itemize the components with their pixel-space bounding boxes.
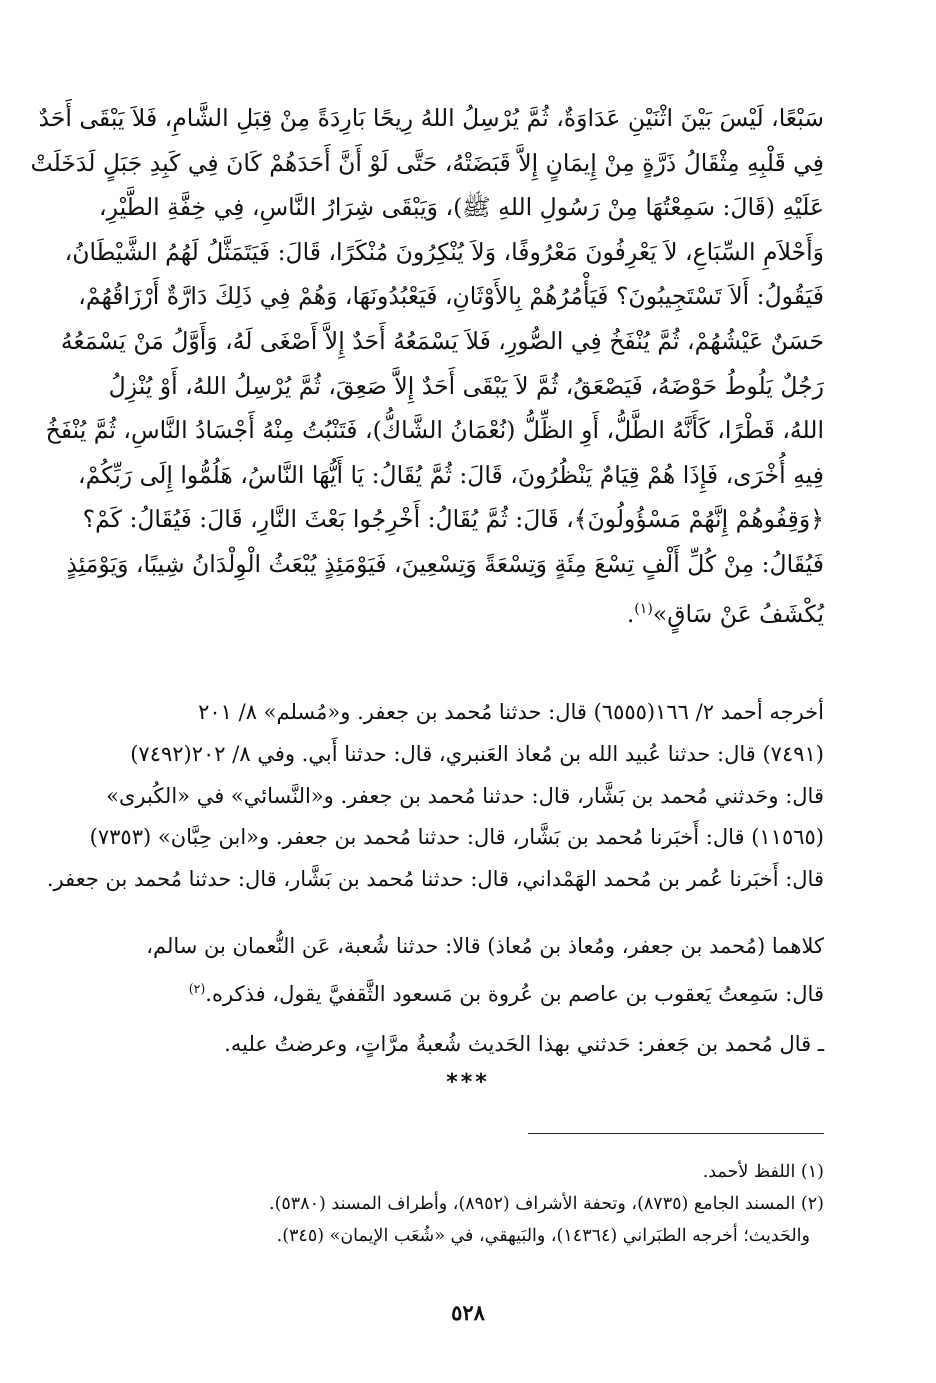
hadith-line: رَجُلٌ يَلُوطُ حَوْضَهُ، فَيَصْعَقُ، ثُمَّ لاَ يَبْقَى أَحَدٌ إِلاَّ صَعِقَ، ثُمَّ يُرْسِلُ اللهُ، أَوْ يُنْزِلُ [108,371,824,400]
footnote-ref-1[interactable]: (١) [634,600,653,617]
hadith-line: وَأَحْلاَمِ السِّبَاعِ، لاَ يَعْرِفُونَ مَعْرُوفًا، وَلاَ يُنْكِرُونَ مُنْكَرًا، قَالَ: فَيَتَمَثَّلُ لَهُمُ الشَّيْطَانُ، [64,237,824,266]
footnote-divider [528,1133,824,1134]
note-line: ـ قال مُحمد بن جَعفر: حَدثني بهذا الحَديث شُعبةُ مرَّاتٍ، وعرضتُ عليه. [224,1032,824,1056]
chain-line: كلاهما (مُحمد بن جعفر، ومُعاذ بن مُعاذ) قالا: حدثنا شُعبة، عَن النُّعمان بن سالم، [146,934,824,958]
hadith-line: فِيهِ أُخْرَى، فَإِذَا هُمْ قِيَامٌ يَنْظُرُونَ، قَالَ: ثُمَّ يُقَالُ: يَا أَيُّهَا النَّاسُ، هَلُمُّوا إِلَى رَبِّكُمْ، [78,460,824,489]
chain-paragraph [112,926,824,1016]
hadith-line: حَسَنٌ عَيْشُهُمْ، ثُمَّ يُنْفَخُ فِي الصُّورِ، فَلاَ يَسْمَعُهُ أَحَدٌ إِلاَّ أَصْغَى لَهُ، وَأَوَّلُ مَنْ يَسْمَعُهُ [60,326,824,355]
section-separator: *** [446,1070,490,1095]
hadith-line: فَيَقُولُ: أَلاَ تَسْتَجِيبُونَ؟ فَيَأْمُرُهُمْ بِالأَوْثَانِ، فَيَعْبُدُونَهَا، وَهُمْ فِي ذَلِكَ دَارَّةٌ أَرْزَاقُهُمْ، [78,282,824,311]
chain-last-line [112,968,824,1016]
hadith-line: فَيُقَالُ: مِنْ كُلِّ أَلْفٍ تِسْعَ مِئَةٍ وَتِسْعَةً وَتِسْعِينَ، فَيَوْمَئِذٍ يُبْعَثُ الْوِلْدَانُ شِيبًا، وَيَوْمَئِذٍ [66,549,824,578]
takhrij-line: قال: أَخبَرنا عُمر بن مُحمد الهَمْداني، قال: حدثنا مُحمد بن بَشَّار، قال: حدثنا مُحمد بن جعفر. [46,867,824,892]
takhrij-line: أخرجه أحمد ٢/ ١٦٦(٦٥٥٥) قال: حدثنا مُحمد بن جعفر. و«مُسلم» ٨/ ٢٠١ [198,700,824,724]
hadith-last-line: يُكْشَفُ عَنْ سَاقٍ»$^{(١)}$. [626,599,824,628]
takhrij-line: (١١٥٦٥) قال: أَخبَرنا مُحمد بن بَشَّار، قال: حدثنا مُحمد بن جعفر. و«ابن حِبَّان» (٧٣٥٣) [89,825,824,850]
hadith-line: يُكْشَفُ عَنْ سَاقٍ» [652,599,824,628]
takhrij-line: قال: وحَدثني مُحمد بن بَشَّار، قال: حدثنا مُحمد بن جعفر. و«النَّسائي» في «الكُبرى» [106,783,824,808]
hadith-line: سَبْعًا، لَيْسَ بَيْنَ اثْنَيْنِ عَدَاوَةٌ، ثُمَّ يُرْسِلُ اللهُ رِيحًا بَارِدَةً مِنْ قِبَلِ الشَّامِ، فَلاَ يَبْقَى أَحَدٌ [38,104,824,132]
page-number: ٥٢٨ [451,1300,485,1325]
footnote-2-continuation: والحَديث؛ أخرجه الطبَراني (١٤٣٦٤)، والبَيهقي، في «شُعَب الإيمان» (٣٤٥). [276,1226,810,1246]
footnote-ref-2[interactable]: (٢) [188,980,206,996]
footnotes [112,1156,824,1252]
hadith-line: فِي قَلْبِهِ مِثْقَالُ ذَرَّةٍ مِنْ إِيمَانٍ إِلاَّ قَبَضَتْهُ، حَتَّى لَوْ أَنَّ أَحَدَهُمْ كَانَ فِي كَبِدِ جَبَلٍ لَدَخَلَتْ [30,148,824,177]
footnote-1: (١) اللفظ لأحمد. [702,1162,824,1182]
hadith-line: اللهُ، قَطْرًا، كَأَنَّهُ الطَّلُّ، أَوِ الظِّلُّ (نُعْمَانُ الشَّاكُّ)، فَتَنْبُتُ مِنْهُ أَجْسَادُ النَّاسِ، ثُمَّ يُنْفَخُ [45,416,824,445]
hadith-line: ﴿وَقِفُوهُمْ إِنَّهُمْ مَسْؤُولُونَ﴾، قَالَ: ثُمَّ يُقَالُ: أَخْرِجُوا بَعْثَ النَّارِ، قَالَ: فَيُقَالُ: كَمْ؟ [82,505,824,534]
hadith-text [30,96,824,636]
takhrij-paragraph [46,692,824,901]
takhrij-line: (٧٤٩١) قال: حدثنا عُبيد الله بن مُعاذ العَنبري، قال: حدثنا أَبي. وفي ٨/ ٢٠٢(٧٤٩٢) [130,741,824,766]
footnote-2: (٢) المسند الجامع (٨٧٣٥)، وتحفة الأشراف (٨٩٥٢)، وأطراف المسند (٥٣٨٠). [269,1194,824,1214]
chain-line: قال: سَمِعتُ يَعقوب بن عاصم بن عُروة بن مَسعود الثَّقفيَّ يقول، فذكره. [205,981,824,1006]
hadith-line: عَلَيْهِ (قَالَ: سَمِعْتُهَا مِنْ رَسُولِ اللهِ ﷺ)، وَيَبْقَى شِرَارُ النَّاسِ، فِي خِفَّةِ الطَّيْرِ، [99,193,824,222]
note-paragraph [112,1024,824,1066]
